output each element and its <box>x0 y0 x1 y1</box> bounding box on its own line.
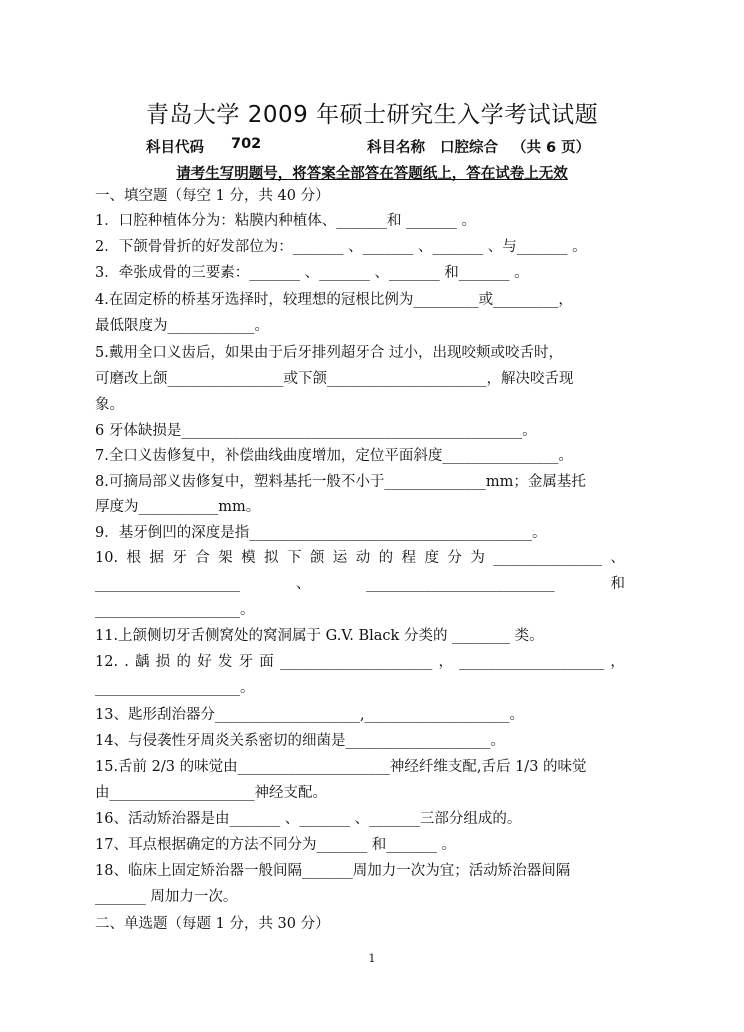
question-10-row2 <box>95 574 625 594</box>
q10-token: 、 <box>295 576 311 592</box>
page-number: 1 <box>368 952 376 965</box>
q10-token: 、 <box>610 550 625 566</box>
question-12-row1 <box>95 652 625 672</box>
question-line: 8.可摘局部义齿修复中，塑料基托一般不小于______________mm；金属基托 <box>95 474 586 490</box>
subject-code-label: 科目代码 <box>146 140 204 156</box>
question-line: 1．口腔种植体分为：粘膜内种植体、_______和 _______ 。 <box>95 213 476 229</box>
q12-token: 牙 <box>238 654 254 670</box>
q10-token: 的 <box>378 550 394 566</box>
q12-token: ____________________ <box>459 654 605 670</box>
q10-token: 度 <box>424 550 439 566</box>
question-line: 5.戴用全口义齿后，如果由于后牙排列超牙合 过小，出现咬颊或咬舌时， <box>95 345 563 361</box>
question-line: ____________________。 <box>95 680 255 696</box>
question-line: 3．牵张成骨的三要素：_______ 、_______ 、_______ 和_______ 。 <box>95 265 529 281</box>
q12-token: ， <box>610 654 625 670</box>
q12-token: 损 <box>155 654 171 670</box>
question-line: 7.全口义齿修复中，补偿曲线曲度增加，定位平面斜度________________。 <box>95 448 573 464</box>
question-line: 9．基牙倒凹的深度是指_______________________________________。 <box>95 525 547 541</box>
q10-token: 牙 <box>172 550 187 566</box>
question-line: 2．下颌骨骨折的好发部位为：_______ 、_______ 、_______ 、与_______ 。 <box>95 239 587 255</box>
question-line: 由____________________神经支配。 <box>95 785 327 801</box>
q10-token: 根 <box>126 550 141 566</box>
question-line: 4.在固定桥的桥基牙选择时，较理想的冠根比例为_________或_________， <box>95 292 573 308</box>
subject-code: 702 <box>231 136 262 152</box>
question-line: 15.舌前 2/3 的味觉由_____________________神经纤维支配,舌后 1/3 的味觉 <box>95 759 587 775</box>
question-line: ____________________。 <box>95 602 255 618</box>
q12-token: 的 <box>176 654 191 670</box>
exam-title: 青岛大学 2009 年硕士研究生入学考试试题 <box>145 102 599 128</box>
q10-token: ____________________ <box>95 576 240 592</box>
q10-token: 据 <box>149 550 164 566</box>
question-line: 象。 <box>95 397 124 413</box>
question-line: 11.上颌侧切牙舌侧窝处的窝洞属于 G.V. Black 分类的 ________ 类。 <box>95 628 544 644</box>
q12-token: 好 <box>197 654 212 670</box>
q10-token: 合 <box>195 550 210 566</box>
q10-token: 模 <box>241 550 256 566</box>
q12-token: . <box>124 654 129 670</box>
q10-token: 运 <box>332 550 348 566</box>
question-line: 6 牙体缺损是_______________________________________________。 <box>95 423 537 439</box>
exam-notice: 请考生写明题号，将答案全部答在答题纸上，答在试卷上无效 <box>176 166 568 182</box>
q12-token: 龋 <box>135 654 150 670</box>
q10-token: 架 <box>218 550 233 566</box>
q10-token: 分 <box>447 550 462 566</box>
question-line: 17、耳点根据确定的方法不同分为_______ 和_______ 。 <box>95 837 457 853</box>
subject-name-label: 科目名称 <box>367 140 425 156</box>
q10-token: 拟 <box>264 550 279 566</box>
section-heading: 二、单选题（每题 1 分，共 30 分） <box>95 916 330 932</box>
question-line: 14、与侵袭性牙周炎关系密切的细菌是____________________。 <box>95 733 505 749</box>
q12-token: ， <box>438 654 453 670</box>
q10-token: 动 <box>355 550 371 566</box>
question-line: 16、活动矫治器是由_______ 、_______ 、_______三部分组成的。 <box>95 811 522 827</box>
q10-token: 为 <box>470 550 485 566</box>
q10-token: 程 <box>401 550 417 566</box>
q12-token: 12. <box>95 654 119 670</box>
question-10-row1 <box>95 548 625 568</box>
q10-token: 10. <box>95 550 119 566</box>
q10-token: 下 <box>286 550 302 566</box>
question-line: 最低限度为____________。 <box>95 318 269 334</box>
question-line: _______ 周加力一次。 <box>95 889 238 905</box>
q10-token: _______________ <box>493 550 602 566</box>
section-heading: 一、填空题（每空 1 分，共 40 分） <box>95 188 330 204</box>
subject-name: 口腔综合 <box>440 140 498 156</box>
q10-token: 和 <box>610 576 625 592</box>
q12-token: 发 <box>217 654 233 670</box>
q12-token: 面 <box>259 654 274 670</box>
question-line: 13、匙形刮治器分____________________,____________________。 <box>95 707 525 723</box>
page-count: （共 6 页） <box>512 140 591 156</box>
q10-token: __________________________ <box>366 576 555 592</box>
q10-token: 颌 <box>309 550 325 566</box>
question-line: 厚度为___________mm。 <box>95 499 261 515</box>
question-line: 可磨改上颌________________或下颌______________________，解决咬舌现 <box>95 371 574 387</box>
q12-token: _____________________ <box>280 654 433 670</box>
question-line: 18、临床上固定矫治器一般间隔_______周加力一次为宜；活动矫治器间隔 <box>95 863 571 879</box>
